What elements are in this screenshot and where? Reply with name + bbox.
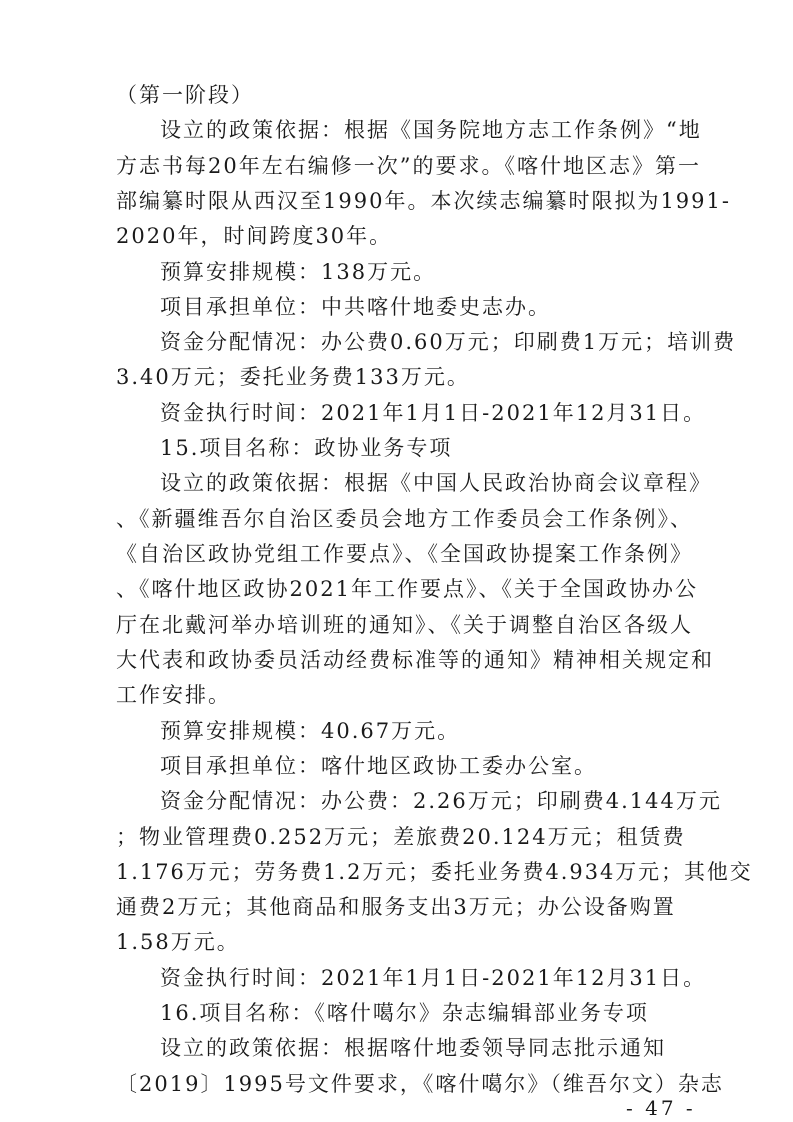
section-heading: 15.项目名称：政协业务专项 <box>160 436 453 461</box>
text-line: 、《新疆维吾尔自治区委员会地方工作委员会工作条例》、 <box>116 506 693 531</box>
text-line: 资金执行时间：2021年1月1日-2021年12月31日。 <box>160 400 707 425</box>
text-line: 资金执行时间：2021年1月1日-2021年12月31日。 <box>160 965 707 990</box>
text-line: 3.40万元；委托业务费133万元。 <box>116 365 470 390</box>
text-line: 、《喀什地区政协2021年工作要点》、《关于全国政协办公 <box>116 577 698 602</box>
text-line: 项目承担单位：中共喀什地委史志办。 <box>160 294 551 319</box>
text-line: 1.58万元。 <box>116 930 240 955</box>
section-heading: 16.项目名称：《喀什噶尔》杂志编辑部业务专项 <box>160 1001 649 1026</box>
text-line: 《自治区政协党组工作要点》、《全国政协提案工作条例》 <box>116 542 693 567</box>
text-line: 大代表和政协委员活动经费标准等的通知》精神相关规定和 <box>116 647 714 672</box>
text-line: 资金分配情况：办公费0.60万元；印刷费1万元；培训费 <box>160 330 737 355</box>
text-line: 部编纂时限从西汉至1990年。本次续志编纂时限拟为1991- <box>116 188 731 213</box>
text-line: 预算安排规模：138万元。 <box>160 259 437 284</box>
text-line: ；物业管理费0.252万元；差旅费20.124万元；租赁费 <box>116 824 686 849</box>
text-line: 预算安排规模：40.67万元。 <box>160 718 461 743</box>
page-number: - 47 - <box>626 1096 696 1120</box>
text-line: 设立的政策依据：根据喀什地委领导同志批示通知 <box>160 1036 666 1061</box>
text-line: 通费2万元；其他商品和服务支出3万元；办公设备购置 <box>116 895 676 920</box>
text-line: 〔2019〕1995号文件要求，《喀什噶尔》（维吾尔文）杂志 <box>116 1071 724 1096</box>
text-line: 资金分配情况：办公费：2.26万元；印刷费4.144万元 <box>160 789 722 814</box>
text-line: 2020年，时间跨度30年。 <box>116 224 393 249</box>
text-line: （第一阶段） <box>116 83 254 107</box>
text-line: 厅在北戴河举办培训班的通知》、《关于调整自治区各级人 <box>116 612 693 637</box>
text-line: 项目承担单位：喀什地区政协工委办公室。 <box>160 753 597 778</box>
text-line: 设立的政策依据：根据《国务院地方志工作条例》“地 <box>160 118 702 143</box>
text-line: 1.176万元；劳务费1.2万元；委托业务费4.934万元；其他交 <box>116 859 753 884</box>
text-line: 工作安排。 <box>116 683 231 708</box>
text-line: 设立的政策依据：根据《中国人民政治协商会议章程》 <box>160 471 712 496</box>
text-line: 方志书每20年左右编修一次”的要求。《喀什地区志》第一 <box>116 153 701 178</box>
